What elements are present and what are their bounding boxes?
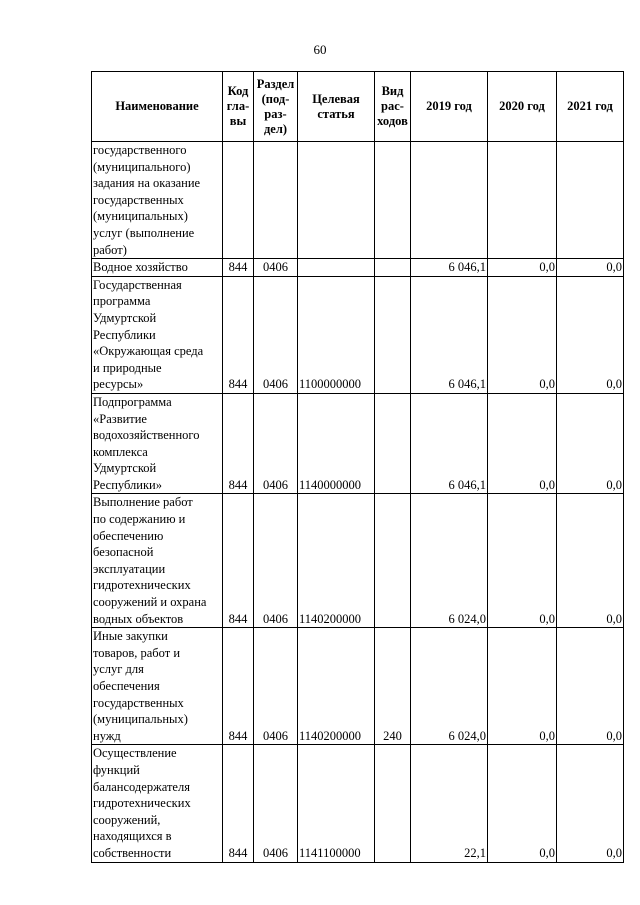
cell-section xyxy=(254,142,298,259)
col-header-section: Раздел (под- раз- дел) xyxy=(254,72,298,142)
cell-y2021: 0,0 xyxy=(557,494,624,628)
table-row xyxy=(92,494,624,628)
cell-y2020: 0,0 xyxy=(488,745,557,862)
cell-y2020: 0,0 xyxy=(488,628,557,745)
cell-chapter: 844 xyxy=(223,628,254,745)
cell-name: Подпрограмма «Развитие водохозяйственного комплекса Удмуртской Республики» xyxy=(92,393,223,494)
cell-chapter: 844 xyxy=(223,259,254,277)
cell-y2019: 6 024,0 xyxy=(411,628,488,745)
cell-target xyxy=(298,142,375,259)
cell-section: 0406 xyxy=(254,276,298,393)
cell-y2021: 0,0 xyxy=(557,259,624,277)
cell-expense-type xyxy=(375,393,411,494)
cell-y2019 xyxy=(411,142,488,259)
cell-expense-type: 240 xyxy=(375,628,411,745)
cell-y2019: 6 024,0 xyxy=(411,494,488,628)
cell-y2021: 0,0 xyxy=(557,745,624,862)
cell-y2021: 0,0 xyxy=(557,628,624,745)
cell-name: Водное хозяйство xyxy=(92,259,223,277)
page-number: 60 xyxy=(313,42,327,57)
cell-expense-type xyxy=(375,276,411,393)
table-row xyxy=(92,745,624,862)
table-row xyxy=(92,628,624,745)
cell-name: Государственная программа Удмуртской Республики «Окружающая среда и природные ресурсы» xyxy=(92,276,223,393)
cell-expense-type xyxy=(375,142,411,259)
table-row xyxy=(92,276,624,393)
table-row xyxy=(92,142,624,259)
cell-chapter: 844 xyxy=(223,393,254,494)
cell-target xyxy=(298,259,375,277)
cell-y2020 xyxy=(488,142,557,259)
cell-target: 1100000000 xyxy=(298,276,375,393)
cell-y2020: 0,0 xyxy=(488,259,557,277)
cell-name: государственного (муниципального) задания на оказание государственных (муниципальных) услуг (выполнение работ) xyxy=(92,142,223,259)
cell-chapter: 844 xyxy=(223,276,254,393)
cell-chapter xyxy=(223,142,254,259)
cell-y2019: 22,1 xyxy=(411,745,488,862)
cell-section: 0406 xyxy=(254,393,298,494)
cell-section: 0406 xyxy=(254,259,298,277)
col-header-2019: 2019 год xyxy=(411,72,488,142)
cell-target: 1140200000 xyxy=(298,494,375,628)
cell-y2021: 0,0 xyxy=(557,276,624,393)
cell-section: 0406 xyxy=(254,745,298,862)
cell-expense-type xyxy=(375,494,411,628)
cell-y2019: 6 046,1 xyxy=(411,259,488,277)
budget-table xyxy=(91,71,624,863)
table-body xyxy=(92,142,624,863)
cell-name: Выполнение работ по содержанию и обеспечению безопасной эксплуатации гидротехнических сооружений и охрана водных объектов xyxy=(92,494,223,628)
cell-name: Иные закупки товаров, работ и услуг для обеспечения государственных (муниципальных) нужд xyxy=(92,628,223,745)
col-header-target: Целевая статья xyxy=(298,72,375,142)
cell-target: 1140200000 xyxy=(298,628,375,745)
cell-y2021: 0,0 xyxy=(557,393,624,494)
cell-y2021 xyxy=(557,142,624,259)
cell-name: Осуществление функций балансодержателя гидротехнических сооружений, находящихся в собственности xyxy=(92,745,223,862)
cell-y2020: 0,0 xyxy=(488,393,557,494)
cell-section: 0406 xyxy=(254,628,298,745)
col-header-2020: 2020 год xyxy=(488,72,557,142)
cell-y2020: 0,0 xyxy=(488,276,557,393)
table-row xyxy=(92,259,624,277)
cell-y2019: 6 046,1 xyxy=(411,393,488,494)
col-header-expense-type: Вид рас- ходов xyxy=(375,72,411,142)
cell-expense-type xyxy=(375,259,411,277)
cell-target: 1141100000 xyxy=(298,745,375,862)
col-header-name: Наименование xyxy=(92,72,223,142)
cell-target: 1140000000 xyxy=(298,393,375,494)
col-header-chapter: Код гла- вы xyxy=(223,72,254,142)
col-header-2021: 2021 год xyxy=(557,72,624,142)
table-row xyxy=(92,393,624,494)
cell-chapter: 844 xyxy=(223,494,254,628)
cell-chapter: 844 xyxy=(223,745,254,862)
table-header xyxy=(92,72,624,142)
cell-expense-type xyxy=(375,745,411,862)
cell-y2020: 0,0 xyxy=(488,494,557,628)
cell-y2019: 6 046,1 xyxy=(411,276,488,393)
cell-section: 0406 xyxy=(254,494,298,628)
